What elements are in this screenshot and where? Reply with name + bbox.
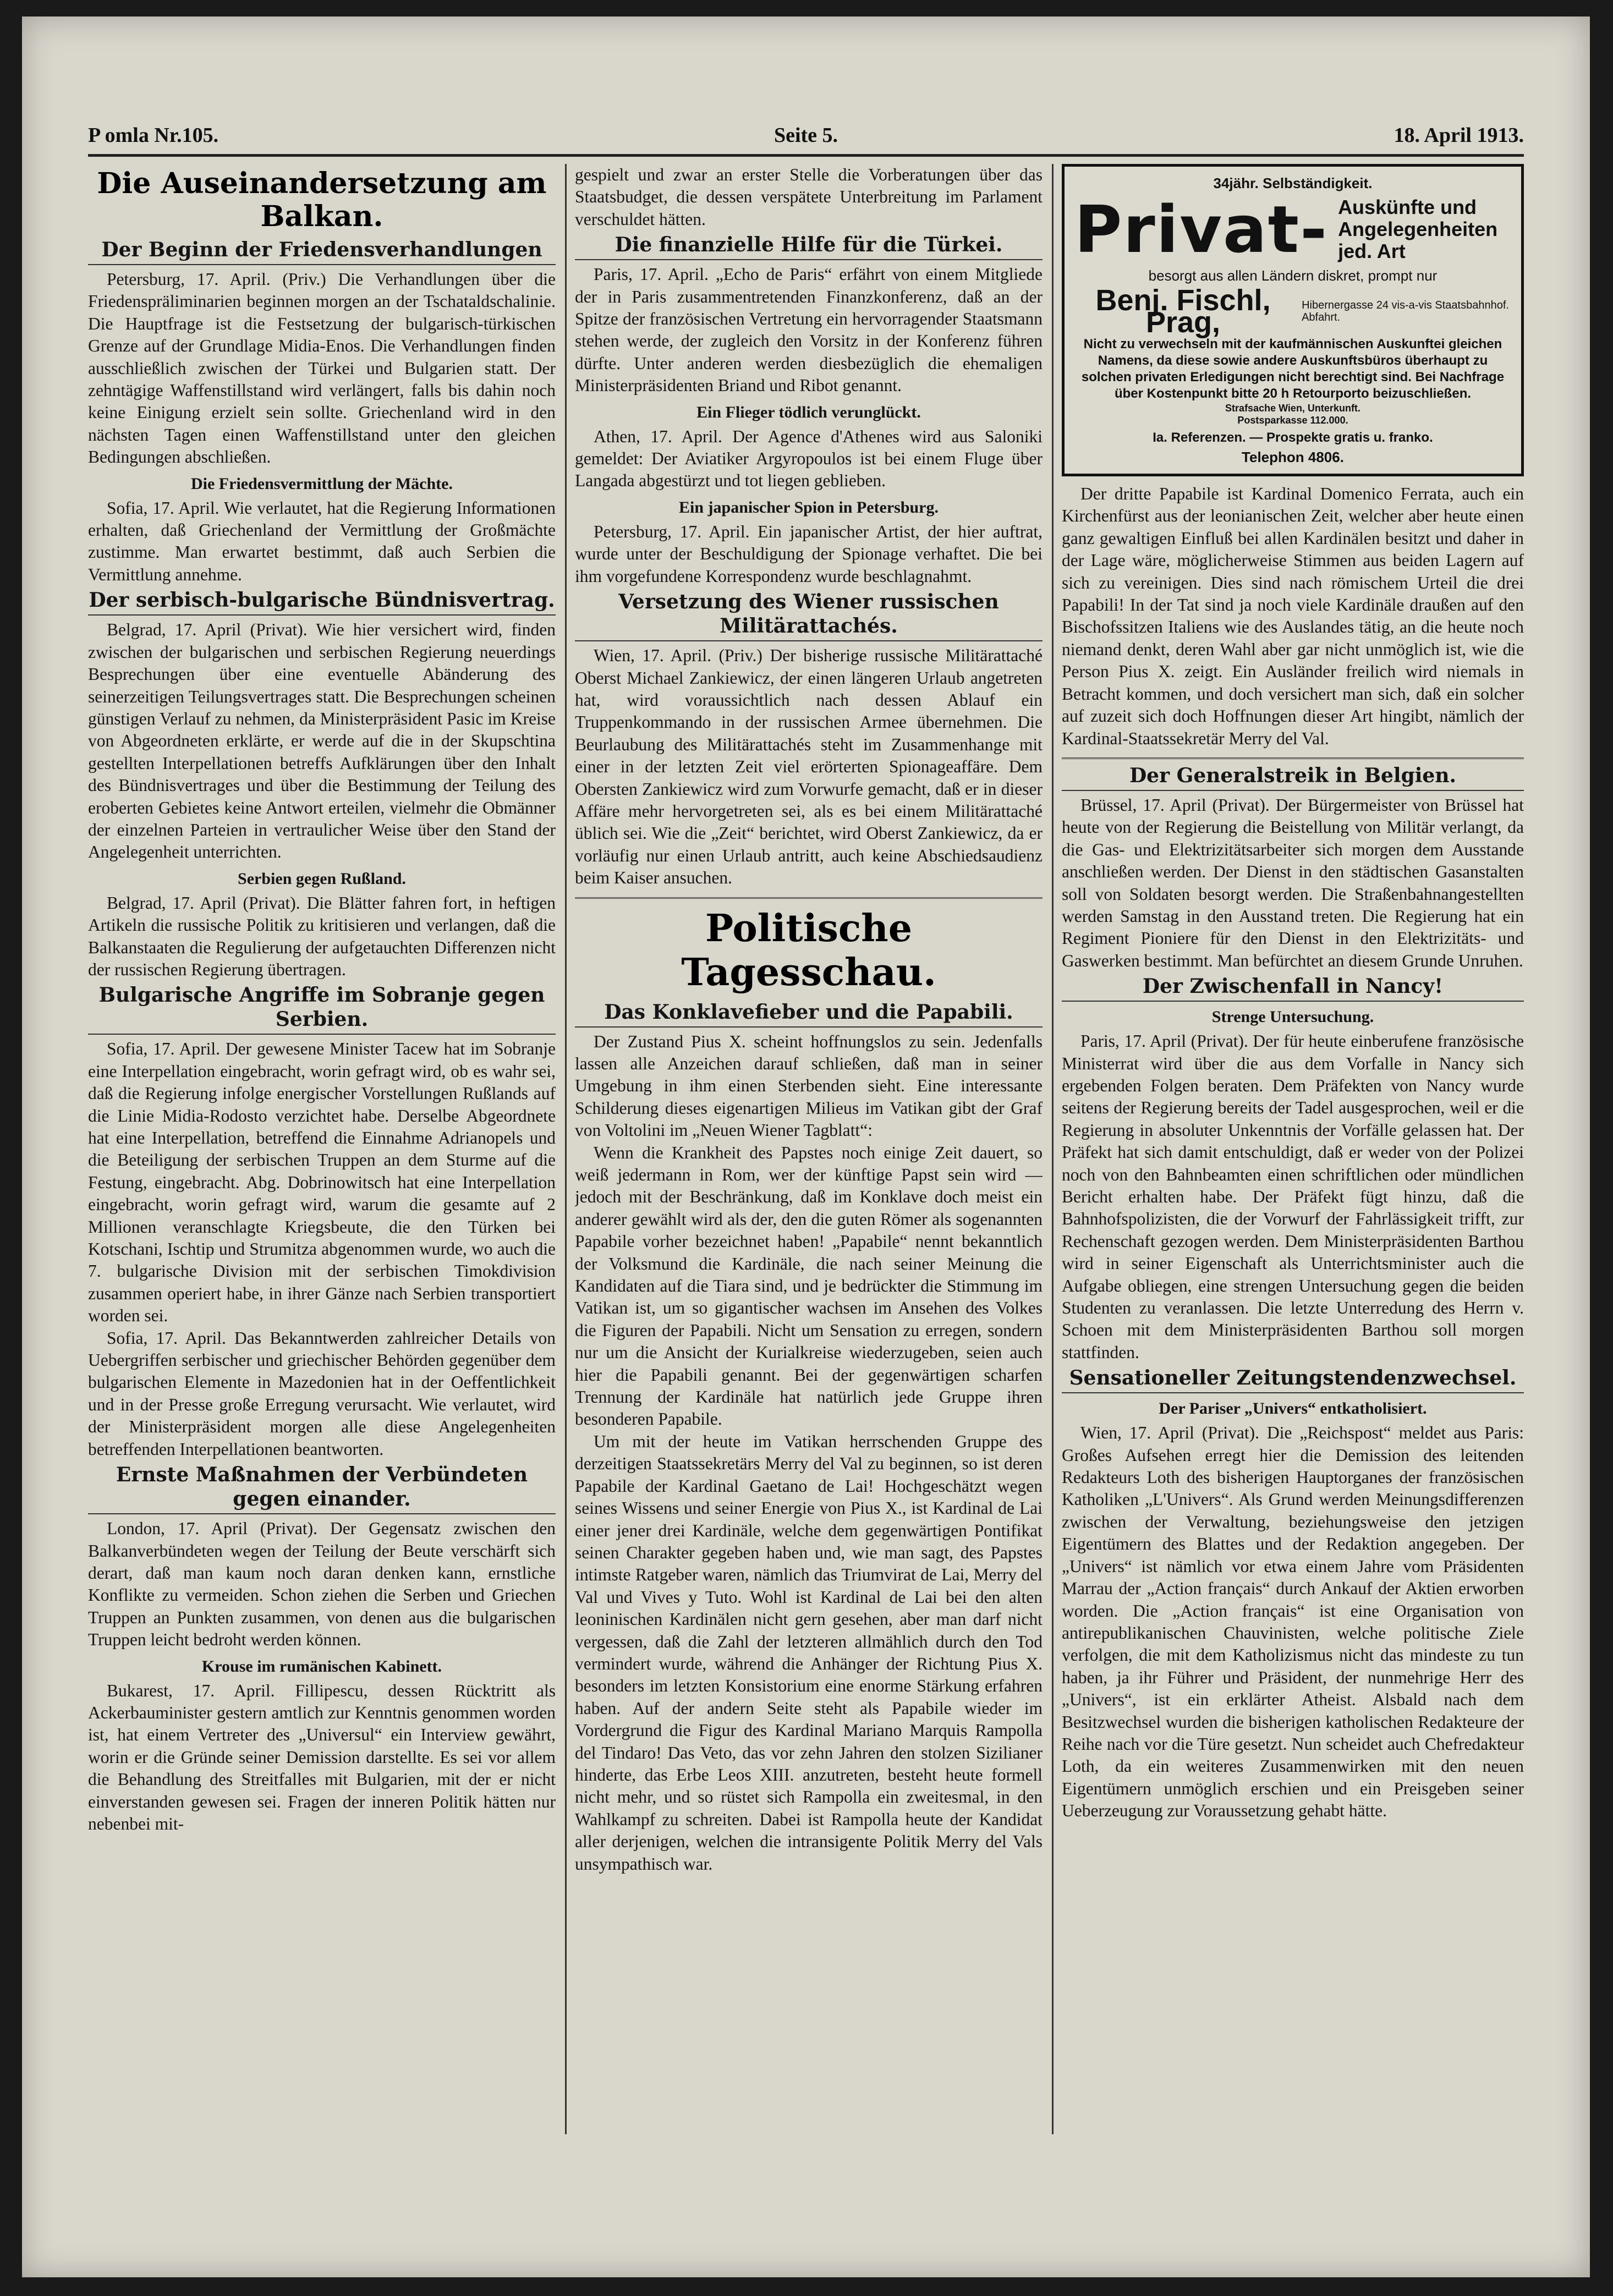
subhead-rumaenisches-kabinett: Krouse im rumänischen Kabinett.: [201, 1657, 442, 1676]
subhead-generalstreik: Der Generalstreik in Belgien.: [1062, 763, 1524, 791]
subhead-militaerattache: Versetzung des Wiener russischen Militärattachés.: [575, 590, 1043, 641]
headline-tagesschau: Politische Tagesschau.: [681, 906, 936, 995]
article-paragraph: Der dritte Papabile ist Kardinal Domenico Ferrata, auch ein Kirchenfürst aus der leonianischen Zeit, welcher aber heute einen ganz gewaltigen Einfluß bei allen Kardinälen besitzt und daher in der Lage wäre, möglicherweise Stimmen aus beiden Lagern auf sich zu vereinigen. Dies sind nach römischem Urteil die drei Papabili! In der Tat sind ja noch viele Kardinäle draußen auf den Bischofssitzen Italiens wie des Auslandes tätig, an die heute noch niemand denkt, deren Wahl aber gar nicht unmöglich ist, wie die Person Pius X. zeigt. Ein Ausländer freilich wird niemals in Betracht kommen, und doch versichert man sich, daß ein solcher auf zuzeit sich doch Hoffnungen dieser Art hingibt, nämlich der Kardinal-Staatssekretär Merry del Val.: [1062, 484, 1524, 748]
column-1: [88, 164, 556, 2134]
ad-warning: Nicht zu verwechseln mit der kaufmännischen Auskunftei gleichen Namens, da diese sowie andere Auskunftsbüros überhaupt zu solchen privaten Erledigungen nicht berechtigt sind. Bei Nachfrage über Kostenpunkt bitte 20 h Retourporto beizuschließen.: [1081, 336, 1505, 401]
section-divider: [575, 897, 1043, 899]
subhead-untersuchung: Strenge Untersuchung.: [1211, 1008, 1374, 1026]
article-paragraph: Bukarest, 17. April. Fillipescu, dessen Rücktritt als Ackerbauminister gestern amtlich zur Kenntnis genommen worden ist, hat einem Vertreter des „Universul“ ein Interview gewährt, worin er die Gründe seiner Demission darstellte. Es sei vor allem die Behandlung des Streitfalles mit Bulgarien, mit der er nicht einverstanden gewesen sei. Fragen der inneren Politik hätten nur nebenbei mit-: [88, 1680, 556, 1833]
page-header: [88, 99, 1524, 157]
subhead-massnahmen: Ernste Maßnahmen der Verbündeten gegen einander.: [88, 1463, 556, 1514]
column-rule: [1052, 164, 1054, 2134]
column-rule: [565, 164, 567, 2134]
article-paragraph: Petersburg, 17. April. Ein japanischer Artist, der hier auftrat, wurde unter der Beschuldigung der Spionage verhaftet. Die bei ihm vorgefundene Korrespondenz wurde beschlagnahmt.: [575, 521, 1043, 586]
subhead-univers: Der Pariser „Univers“ entkatholisiert.: [1159, 1399, 1427, 1418]
ad-title-row: [1074, 191, 1511, 268]
subhead-serbien-russland: Serbien gegen Rußland.: [238, 869, 406, 888]
subhead-sobranje: Bulgarische Angriffe im Sobranje gegen Serbien.: [88, 983, 556, 1035]
subhead-friedensvermittlung: Die Friedensvermittlung der Mächte.: [190, 474, 453, 493]
ad-name-row: [1074, 283, 1511, 339]
article-paragraph: Brüssel, 17. April (Privat). Der Bürgermeister von Brüssel hat heute von der Regierung die Beistellung von Militär verlangt, da die Gas- und Elektrizitätsarbeiter sich morgen dem Ausstande anschließen werden. Der Dienst in den städtischen Gasanstalten soll von Soldaten besorgt werden. Die Straßenbahnangestellten werden Samstag in den Ausstand treten. Die Regierung hat ein Regiment Pioniere für den Dienst in den Elektrizitäts- und Gaswerken bestimmt. Man befürchtet an diesem Grunde Unruhen.: [1062, 795, 1524, 970]
ad-tagline: 34jähr. Selbständigkeit.: [1213, 175, 1373, 191]
subhead-finanzielle-hilfe: Die finanzielle Hilfe für die Türkei.: [575, 233, 1043, 260]
ad-telephone: Telephon 4806.: [1242, 448, 1344, 465]
section-divider: [1062, 757, 1524, 759]
article-paragraph: gespielt und zwar an erster Stelle die Vorberatungen über das Staatsbudget, die dessen verspätete Unterbreitung im Parlament verschuldet hätten.: [575, 165, 1043, 229]
advertisement-privat-auskuenfte: [1062, 164, 1524, 476]
subhead-buendnisvertrag: Der serbisch-bulgarische Bündnisvertrag.: [88, 588, 556, 616]
ad-vertical-left: Strafsache Wien, Unterkunft.: [1225, 402, 1360, 414]
article-paragraph: Wien, 17. April (Privat). Die „Reichspost“ meldet aus Paris: Großes Aufsehen erregt hier die Demission des leitenden Redakteurs Loth des bisherigen Hauptorganes der französischen Katholiken „L'Univers“. Als Grund werden Meinungsdifferenzen zwischen der Verwaltung, beziehungsweise den jetzigen Eigentümern des Blattes und der Redaktion angegeben. Der „Univers“ ist nämlich vor etwa einem Jahre vom Präsidenten Marrau der „Action français“ durch Ankauf der Aktien erworben worden. Die „Action français“ ist eine Organisation von antirepublikanischen Chauvinisten, welche politische Ziele verfolgen, die mit dem Katholizismus nicht das mindeste zu tun haben, ja ihr Führer und Präsident, der nunmehrige Herr des „Univers“, ist ein erklärter Atheist. Alsbald nach dem Besitzwechsel wurden die bisherigen katholischen Redakteure der Reihe nach vor die Türe gesetzt. Nun scheidet auch Chefredakteur Loth, da ein weiteres Zusammenwirken mit den neuen Eigentümern unmöglich erschien und ein Preisgeben seiner Ueberzeugung zur Voraussetzung gehabt hätte.: [1062, 1423, 1524, 1821]
subhead-konklave: Das Konklavefieber und die Papabili.: [575, 1000, 1043, 1028]
subhead-zeitungstendenzwechsel: Sensationeller Zeitungstendenzwechsel.: [1062, 1366, 1524, 1393]
article-paragraph: Paris, 17. April. „Echo de Paris“ erfährt von einem Mitgliede der in Paris zusammentretenden Finanzkonferenz, daß an der Spitze der französischen Vertretung ein hervorragender Staatsmann stehen werde, der zugleich den Vorsitz in der Konferenz führen dürfte. Unter anderen werden diesbezüglich die ehemaligen Ministerpräsidenten Briand und Ribot genannt.: [575, 265, 1043, 396]
article-paragraph: Um mit der heute im Vatikan herrschenden Gruppe des derzeitigen Staatssekretärs Merry del Val zu beginnen, so ist deren Papabile der Kardinal Gaetano de Lai! Hochgeschätzt wegen seines Wissens und seiner Energie von Pius X., ist Kardinal de Lai einer jener drei Kardinäle, welche dem gegenwärtigen Pontifikat seinen Charakter gegeben haben und, wie man sagt, des Papstes intimste Ratgeber waren, nämlich das Triumvirat de Lai, Merry del Val und Vives y Tuto. Wohl ist Kardinal de Lai bei den alten leoninischen Kardinälen nicht gern gesehen, aber man darf nicht vergessen, daß die Zahl der letzteren allmählich durch den Tod vermindert wurde, während die Anhänger der Richtung Pius X. besonders im letzten Konsistorium eine enorme Stärkung erfahren haben. Auf der andern Seite steht als Papabile wieder im Vordergrund die Figur des Kardinal Mariano Marquis Rampolla del Tindaro! Das Veto, das vor zehn Jahren den stolzen Sizilianer hinderte, das Erbe Leos XIII. anzutreten, besteht heute formell nicht mehr, und so rüstet sich Rampolla ein zweitesmal, in den Wahlkampf zu schreiten. Dabei ist Rampolla heute der Kandidat aller derjenigen, welchen die intransigente Politik Merry del Vals unsympathisch war.: [575, 1431, 1043, 1874]
article-paragraph: Athen, 17. April. Der Agence d'Athenes wird aus Saloniki gemeldet: Der Aviatiker Argyropoulos ist bei einem Fluge über Langada abgestürzt und tot liegen geblieben.: [575, 426, 1043, 491]
ad-big-word: Privat-: [1074, 191, 1329, 268]
article-paragraph: Sofia, 17. April. Wie verlautet, hat die Regierung Informationen erhalten, daß Griechenland der Vermittlung der Großmächte zustimme. Man erwartet bestimmt, daß auch Serbien die Vermittlung annehme.: [88, 498, 556, 584]
headline-balkan: Die Auseinandersetzung am Balkan.: [97, 167, 547, 233]
article-paragraph: Belgrad, 17. April (Privat). Wie hier versichert wird, finden zwischen der bulgarischen und serbischen Regierung neuerdings Besprechungen über eine eventuelle Abänderung des seinerzeitigen Teilungsvertrages statt. Die Besprechungen scheinen günstigen Verlauf zu nehmen, da Ministerpräsident Pasic im Kreise von Abgeordneten erklärte, er werde auf die in der Skupschtina gestellten Interpellationen betreffs Aufklärungen über den Inhalt des Bündnisvertrages und über die Bestimmung der Teilung des eroberten Gebietes keine Antwort erteilen, vielmehr die Obmänner der einzelnen Parteien in vertraulicher Weise über den Stand der Angelegenheit unterrichten.: [88, 620, 556, 862]
ad-side-text: Auskünfte und Angelegenheiten jed. Art: [1338, 196, 1498, 263]
article-paragraph: Wien, 17. April. (Priv.) Der bisherige russische Militärattaché Oberst Michael Zankiewicz, der einen längeren Urlaub angetreten hat, wird voraussichtlich nach dessen Ablauf ein Truppenkommando in der russischen Armee übernehmen. Die Beurlaubung des Militärattachés steht im Zusammenhange mit einer in der letzten Zeit viel erörterten Spionageaffäre. Dem Obersten Zankiewicz wird zum Vorwurfe gemacht, daß er in dieser Affäre mehr hervorgetreten sei, als es bei einem Militärattaché üblich sei. Wie die „Zeit“ berichtet, wird Oberst Zankiewicz, da er vorläufig nur einen Urlaub antritt, auch keine Abschiedsaudienz beim Kaiser ansuchen.: [575, 646, 1043, 888]
ad-service-line: besorgt aus allen Ländern diskret, prompt nur: [1148, 267, 1438, 284]
subhead-nancy: Der Zwischenfall in Nancy!: [1062, 974, 1524, 1002]
column-2: [575, 164, 1043, 2134]
subhead-spion: Ein japanischer Spion in Petersburg.: [678, 498, 939, 517]
ad-address: Hibernergasse 24 vis-a-vis Staatsbahnhof. Abfahrt.: [1302, 299, 1509, 324]
article-paragraph: London, 17. April (Privat). Der Gegensatz zwischen den Balkanverbündeten wegen der Teilung der Beute verschärft sich derart, daß man kaum noch daran denken kann, ernstliche Konflikte zu vermeiden. Schon ziehen die Serben und Griechen Truppen an Punkten zusammen, von denen aus die bulgarischen Truppen leicht bedroht werden können.: [88, 1519, 556, 1650]
article-paragraph: Belgrad, 17. April (Privat). Die Blätter fahren fort, in heftigen Artikeln die russische Politik zu kritisieren und verlangen, daß die Balkanstaaten die Regulierung der aufgetauchten Differenzen nicht der russischen Regierung übertragen.: [88, 893, 556, 979]
column-3: [1062, 164, 1524, 2134]
article-paragraph: Paris, 17. April (Privat). Der für heute einberufene französische Ministerrat wird über die aus dem Vorfalle in Nancy sich ergebenden Folgen beraten. Dem Präfekten von Nancy wurde seitens der Regierung bereits der Tadel ausgesprochen, weil er die Regierung in absoluter Unkenntnis der Vorfälle gelassen hat. Der Präfekt hat sich damit entschuldigt, daß er weder von der Polizei noch von den Bahnbeamten einen schriftlichen oder mündlichen Bericht erhalten habe. Der Präfekt fügt hinzu, daß die Bahnhofspolizisten, die der Vorwurf der Fahrlässigkeit trifft, zur Rechenschaft gezogen werden. Dem Ministerpräsidenten Barthou wird in seiner Eigenschaft als Unterrichtsminister auch die Aufgabe obliegen, eine strengen Untersuchung gegen die beiden Studenten zu veranlassen. Die letzte Unterredung des Herrn v. Schoen mit dem Ministerpräsidenten Barthou soll morgen stattfinden.: [1062, 1031, 1524, 1362]
ad-company-name: Benj. Fischl, Prag,: [1095, 283, 1271, 339]
article-paragraph: Sofia, 17. April. Das Bekanntwerden zahlreicher Details von Uebergriffen serbischer und griechischer Behörden gegenüber dem bulgarischen Elemente in Mazedonien hat in der Oeffentlichkeit und in der Presse große Erregung verursacht. Wie verlautet, wird der Ministerpräsident morgen alle diese Angelegenheiten betreffenden Interpellationen beantworten.: [88, 1328, 556, 1459]
article-paragraph: Der Zustand Pius X. scheint hoffnungslos zu sein. Jedenfalls lassen alle Anzeichen darauf schließen, daß man in seiner Umgebung in ihm einen Sterbenden sieht. Eine interessante Schilderung dieses eigenartigen Milieus im Vatikan gibt der Graf von Voltolini im „Neuen Wiener Tagblatt“:: [575, 1031, 1043, 1140]
article-paragraph: Wenn die Krankheit des Papstes noch einige Zeit dauert, so weiß jedermann in Rom, wer der künftige Papst sein wird — jedoch mit der Beschränkung, daß im Konklave doch meist ein anderer gewählt wird als der, den die guten Römer als sogenannten Papabile vorher bezeichnet haben! „Papabile“ nennt bekanntlich der Volksmund die Kardinäle, die nach seiner Meinung die Kandidaten auf die Tiara sind, und je bedrückter die Stimmung im Vatikan ist, um so gigantischer wachsen im Ansehen des Volkes die Figuren der Papabili. Nicht um Sensation zu erregen, sondern nur um die Ansicht der Kurialkreise wiederzugeben, seien auch hier die Papabili genannt. Bei der gegenwärtigen scharfen Trennung der Kardinäle hat natürlich jede Gruppe ihren besonderen Papabile.: [575, 1142, 1043, 1429]
ad-references: Ia. Referenzen. — Prospekte gratis u. franko.: [1153, 430, 1433, 445]
subhead-flieger: Ein Flieger tödlich verunglückt.: [696, 403, 921, 421]
subhead-friedensverhandlungen: Der Beginn der Friedensverhandlungen: [88, 238, 556, 265]
issue-date: 18. April 1913.: [1393, 124, 1524, 147]
issue-number: P omla Nr.105.: [88, 124, 219, 147]
page-number: Seite 5.: [773, 124, 838, 147]
newspaper-page: [22, 17, 1590, 2277]
article-paragraph: Petersburg, 17. April. (Priv.) Die Verhandlungen über die Friedenspräliminarien beginnen morgen an der Tschataldschalinie. Die Hauptfrage ist die Festsetzung der bulgarisch-türkischen Grenze auf der Grundlage Midia-Enos. Die Verhandlungen finden ausschließlich zwischen der Türkei und Bulgarien statt. Der zehntägige Waffenstillstand wird verlängert, falls bis dahin noch keine Einigung erzielt sein sollte. Griechenland wird in den nächsten Tagen einen Waffenstillstand unter den gleichen Bedingungen abschließen.: [88, 270, 556, 467]
ad-vertical-right: Postsparkasse 112.000.: [1237, 414, 1348, 426]
article-paragraph: Sofia, 17. April. Der gewesene Minister Tacew hat im Sobranje eine Interpellation eingebracht, worin gefragt wird, ob es wahr sei, daß die Regierung infolge energischer Vorstellungen Rußlands auf die Linie Midia-Rodosto verzichtet habe. Derselbe Abgeordnete hat eine Interpellation, betreffend die Einnahme Adrianopels und die Beteiligung der serbischen Truppen an dem Sturme auf die Festung, eingebracht. Abg. Dobrinowitsch hat eine Interpellation eingebracht, worin gefragt wird, warum die gesamte auf 2 Millionen veranschlagte Kriegsbeute, die den Türken bei Kotschani, Ischtip und Strumitza abgenommen wurde, wo auch die 7. bulgarische Division mit der serbischen Timokdivision zusammen operiert habe, in ihrer Gänze nach Serbien transportiert worden sei.: [88, 1039, 556, 1326]
